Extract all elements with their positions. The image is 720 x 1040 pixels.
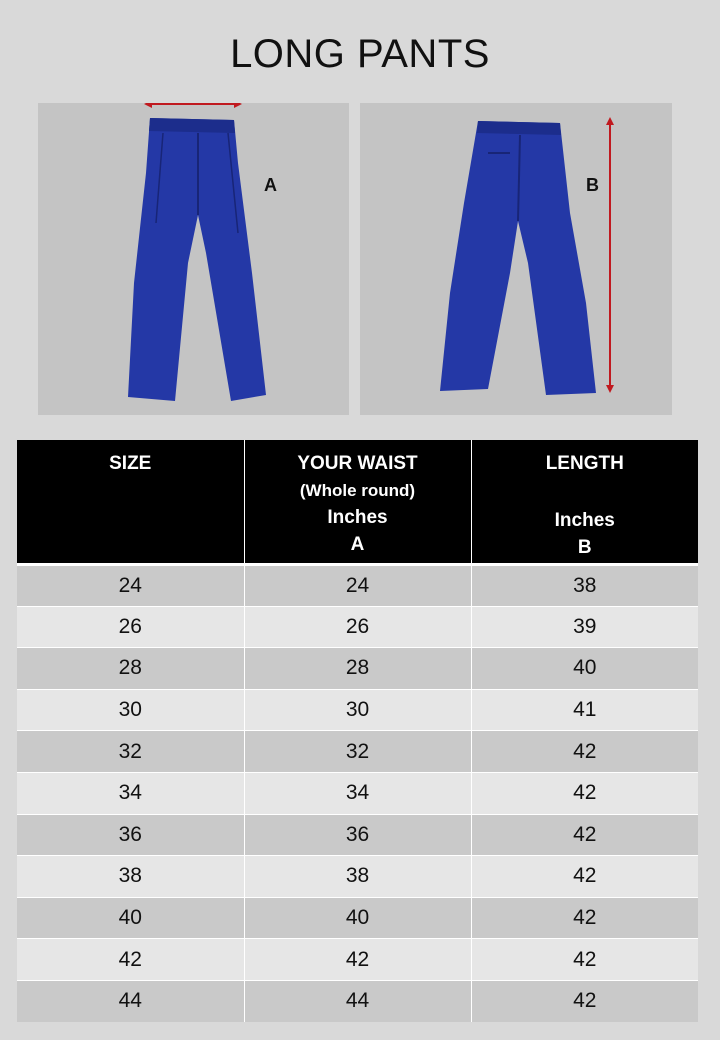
- waist-cell: 32: [244, 731, 471, 773]
- header-length-line3: Inches: [554, 510, 615, 531]
- length-cell: 41: [471, 689, 698, 731]
- waist-cell: 30: [244, 689, 471, 731]
- length-cell: 42: [471, 814, 698, 856]
- front-pants-photo: [38, 103, 349, 415]
- waist-cell: 34: [244, 772, 471, 814]
- length-cell: 42: [471, 980, 698, 1022]
- table-row: [17, 606, 698, 648]
- header-length-line1: LENGTH: [545, 453, 624, 474]
- length-cell: 42: [471, 897, 698, 939]
- length-cell: 40: [471, 648, 698, 690]
- table-row: [17, 565, 698, 607]
- length-cell: 42: [471, 731, 698, 773]
- waist-cell: 40: [244, 897, 471, 939]
- header-waist: [244, 440, 471, 565]
- table-header-row: [17, 440, 698, 565]
- waist-cell: 26: [244, 606, 471, 648]
- size-cell: 36: [17, 814, 244, 856]
- size-cell: 26: [17, 606, 244, 648]
- header-waist-line2: (Whole round): [299, 481, 416, 500]
- label-a: A: [264, 175, 277, 195]
- size-cell: 42: [17, 939, 244, 981]
- size-chart-table: [17, 440, 698, 1022]
- table-row: [17, 980, 698, 1022]
- table-row: [17, 772, 698, 814]
- table-row: [17, 814, 698, 856]
- header-length-line4: B: [577, 537, 592, 558]
- waist-cell: 24: [244, 565, 471, 607]
- waist-cell: 44: [244, 980, 471, 1022]
- size-cell: 40: [17, 897, 244, 939]
- header-size-line1: SIZE: [109, 453, 152, 474]
- length-cell: 39: [471, 606, 698, 648]
- header-waist-line1: YOUR WAIST: [297, 453, 418, 474]
- length-cell: 42: [471, 939, 698, 981]
- waist-cell: 38: [244, 856, 471, 898]
- header-waist-line4: A: [350, 534, 365, 555]
- waist-cell: 36: [244, 814, 471, 856]
- length-cell: 42: [471, 856, 698, 898]
- size-cell: 32: [17, 731, 244, 773]
- table-row: [17, 897, 698, 939]
- size-cell: 34: [17, 772, 244, 814]
- front-pants-illustration: [38, 103, 349, 415]
- size-cell: 38: [17, 856, 244, 898]
- table-row: [17, 856, 698, 898]
- length-cell: 38: [471, 565, 698, 607]
- table-row: [17, 731, 698, 773]
- label-b: B: [586, 175, 599, 195]
- page-title: LONG PANTS: [230, 32, 490, 76]
- header-waist-line3: Inches: [327, 507, 388, 528]
- table-row: [17, 939, 698, 981]
- back-pants-illustration: [360, 103, 672, 415]
- table-row: [17, 648, 698, 690]
- header-length: [471, 440, 698, 565]
- waist-cell: 42: [244, 939, 471, 981]
- table-row: [17, 689, 698, 731]
- size-cell: 24: [17, 565, 244, 607]
- size-cell: 44: [17, 980, 244, 1022]
- back-pants-photo: [360, 103, 672, 415]
- size-cell: 30: [17, 689, 244, 731]
- header-size: [17, 440, 244, 565]
- length-cell: 42: [471, 772, 698, 814]
- waist-cell: 28: [244, 648, 471, 690]
- size-cell: 28: [17, 648, 244, 690]
